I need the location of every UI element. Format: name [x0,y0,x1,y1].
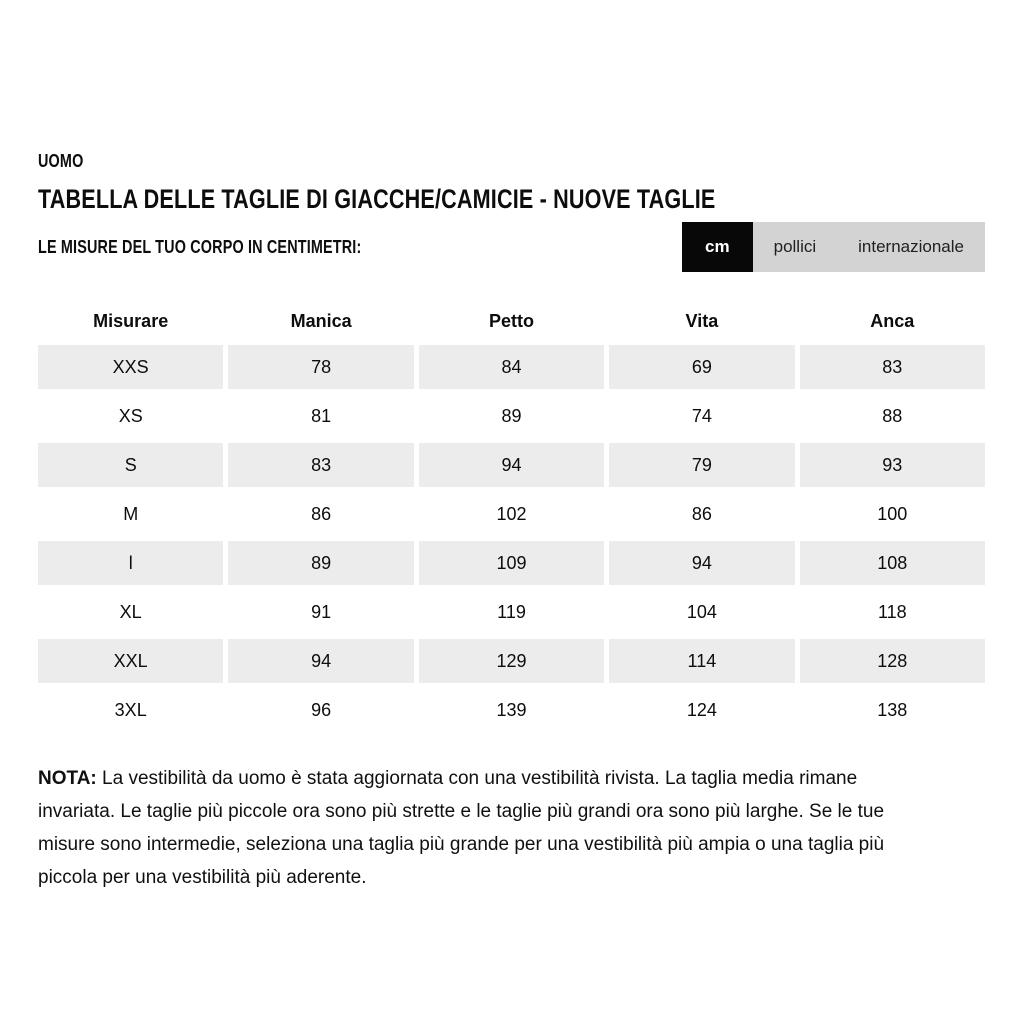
measurement-cell: 69 [609,345,794,389]
measurement-cell: 86 [691,503,712,524]
column-header: Misurare [93,311,169,331]
table-row [38,639,985,683]
table-row [38,443,985,487]
table-row [38,688,985,732]
column-header: Anca [870,311,915,331]
table-row [38,590,985,634]
measurements-subtitle [38,237,442,258]
table-row [38,541,985,585]
measurement-cell: 100 [877,503,908,524]
measurement-cell: 119 [497,601,526,622]
table-row [38,345,985,389]
size-cell: XS [118,405,143,426]
measurement-cell: 79 [609,443,794,487]
measurement-cell: 83 [228,443,413,487]
note-label: NOTA: [38,768,97,789]
note-text: La vestibilità da uomo è stata aggiornata con una vestibilità rivista. La taglia media rimane invariata. Le taglie più piccole ora sono più strette e le taglie più grandi ora sono più larghe. Se le tue misure sono intermedie, seleziona una taglia più grande per una vestibilità più ampia o una taglia più piccola per una vestibilità più aderente. [38,768,885,888]
measurement-cell: 88 [882,405,903,426]
measurement-cell: 109 [419,541,604,585]
measurement-cell: 94 [609,541,794,585]
unit-option-pollici[interactable]: pollici [753,222,838,272]
size-cell: l [38,541,223,585]
measurement-cell: 104 [686,601,717,622]
measurement-cell: 129 [419,639,604,683]
measurement-cell: 108 [800,541,985,585]
size-cell: XXS [38,345,223,389]
measurement-cell: 102 [496,503,527,524]
measurement-cell: 89 [501,405,522,426]
measurement-cell: 138 [877,699,908,720]
note-paragraph [38,762,886,894]
measurement-cell: 114 [609,639,794,683]
size-cell: XL [119,601,142,622]
measurement-cell: 96 [311,699,332,720]
category-label-text: UOMO [38,151,84,171]
table-row [38,492,985,536]
unit-option-internazionale[interactable]: internazionale [837,222,985,272]
size-cell: XXL [38,639,223,683]
size-cell: 3XL [114,699,147,720]
measurement-cell: 86 [311,503,332,524]
measurement-cell: 81 [311,405,332,426]
measurement-cell: 118 [877,601,907,622]
size-cell: S [38,443,223,487]
size-table [38,298,985,732]
column-header: Vita [685,311,719,331]
measurement-cell: 78 [228,345,413,389]
column-header: Petto [488,311,534,331]
measurements-subtitle-text: LE MISURE DEL TUO CORPO IN CENTIMETRI: [38,236,362,257]
unit-toggle [682,222,985,272]
table-body [38,345,985,732]
table-header-row [38,298,985,345]
column-header: Manica [290,311,352,331]
measurement-cell: 83 [800,345,985,389]
size-cell: M [123,503,139,524]
measurement-cell: 94 [419,443,604,487]
measurement-cell: 74 [691,405,712,426]
measurement-cell: 124 [686,699,717,720]
subtitle-and-unit-row [38,222,985,272]
measurement-cell: 139 [496,699,527,720]
measurement-cell: 84 [419,345,604,389]
measurement-cell: 91 [311,601,332,622]
measurement-cell: 93 [800,443,985,487]
page-title [38,185,985,213]
unit-option-cm[interactable]: cm [682,222,753,272]
page-title-text: TABELLA DELLE TAGLIE DI GIACCHE/CAMICIE - NUOVE TAGLIE [38,184,716,214]
measurement-cell: 128 [800,639,985,683]
table-row [38,394,985,438]
measurement-cell: 89 [228,541,413,585]
measurement-cell: 94 [228,639,413,683]
category-label [38,152,985,170]
